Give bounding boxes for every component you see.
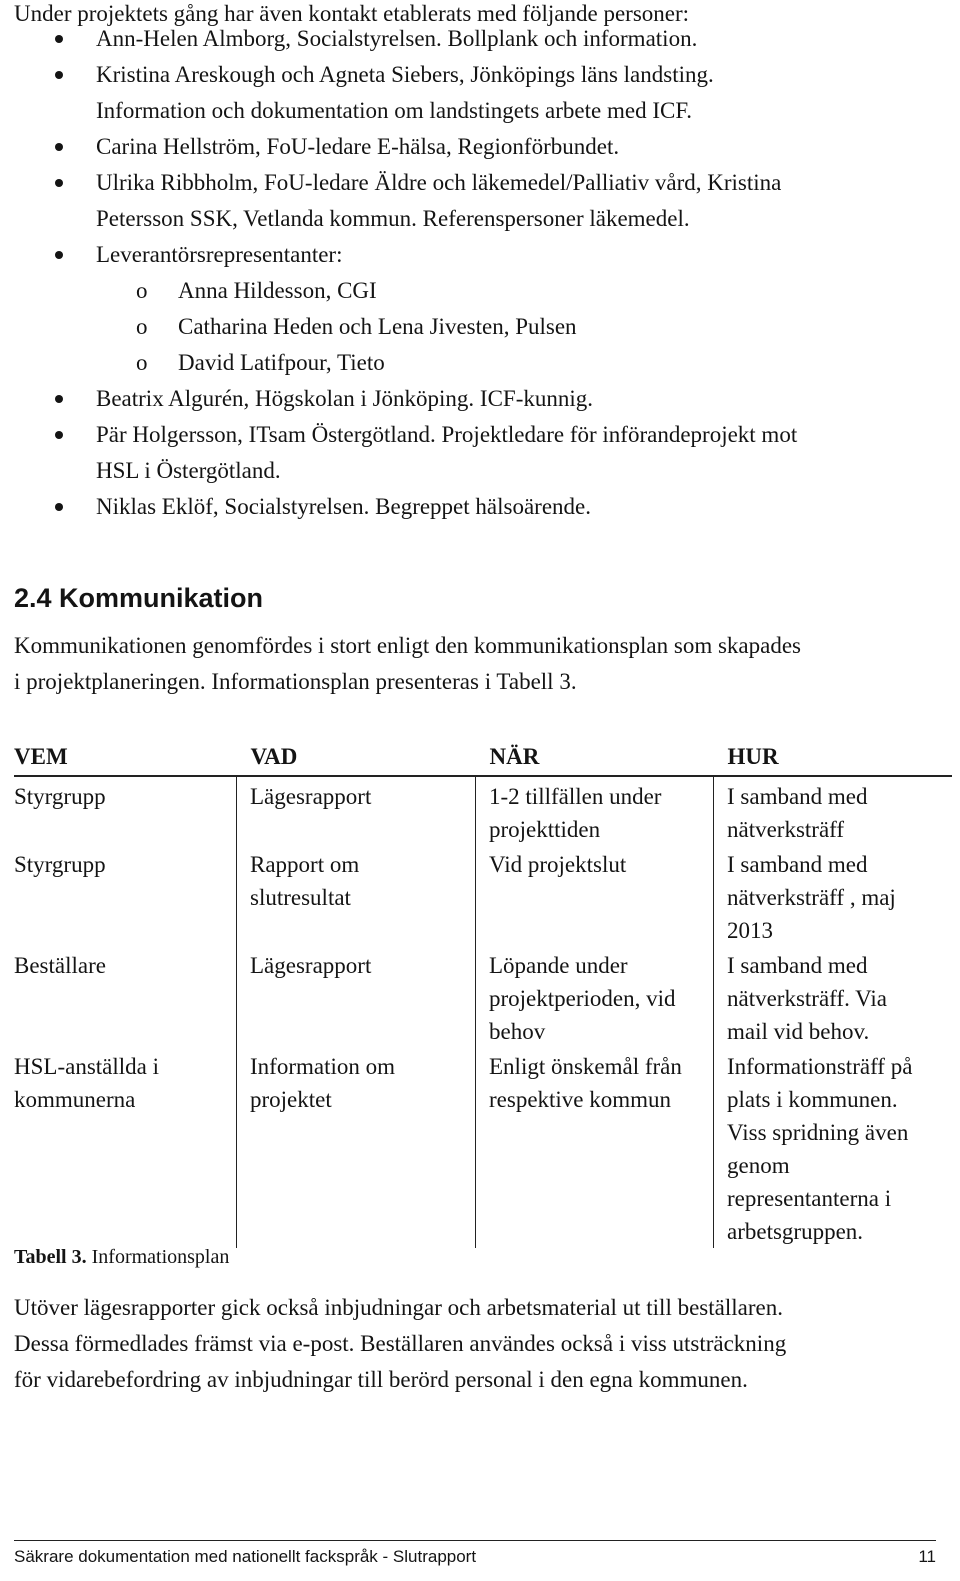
closing-paragraph-line: för vidarebefordring av inbjudningar till berörd personal i den egna kommunen. xyxy=(14,1367,748,1392)
contact-text: Kristina Areskough och Agneta Siebers, Jönköpings läns landsting. xyxy=(96,62,714,87)
footer-title: Säkrare dokumentation med nationellt fackspråk - Slutrapport xyxy=(14,1547,477,1566)
cell-vem: Beställare xyxy=(14,953,106,978)
list-item xyxy=(0,57,960,129)
list-item xyxy=(0,237,960,381)
section-heading: 2.4 Kommunikation xyxy=(14,583,264,613)
contact-text: Niklas Eklöf, Socialstyrelsen. Begreppet hälsoärende. xyxy=(96,494,591,519)
section-paragraph-line: Kommunikationen genomfördes i stort enligt den kommunikationsplan som skapades xyxy=(14,633,801,658)
closing-paragraph-line: Utöver lägesrapporter gick också inbjudningar och arbetsmaterial ut till beställaren. xyxy=(14,1295,783,1320)
cell-vad: Information om projektet xyxy=(237,1050,476,1248)
cell-vad: Lägesrapport xyxy=(237,949,476,1050)
cell-hur: I samband med nätverksträff xyxy=(714,776,953,848)
cell-nar: 1-2 tillfällen under projekttiden xyxy=(476,776,714,848)
contact-text: Pär Holgersson, ITsam Östergötland. Projektledare för införandeprojekt mot xyxy=(96,422,798,447)
list-item xyxy=(0,165,960,237)
suppliers-label: Leverantörsrepresentanter: xyxy=(96,242,343,267)
cell-vem: Styrgrupp xyxy=(14,852,106,877)
section-paragraph-line: i projektplaneringen. Informationsplan presenteras i Tabell 3. xyxy=(14,669,577,694)
cell-nar: Vid projektslut xyxy=(476,848,714,949)
column-header-nar: NÄR xyxy=(476,738,714,776)
table-row xyxy=(14,949,952,1050)
table-header-row xyxy=(14,738,952,776)
cell-vem: Styrgrupp xyxy=(14,784,106,809)
list-item xyxy=(0,381,960,417)
cell-hur: I samband med nätverksträff. Via mail vid behov. xyxy=(714,949,953,1050)
contact-text: Beatrix Algurén, Högskolan i Jönköping. ICF-kunnig. xyxy=(96,386,594,411)
cell-nar: Enligt önskemål från respektive kommun xyxy=(476,1050,714,1248)
sub-list-item: o Anna Hildesson, CGI xyxy=(96,273,960,309)
cell-hur: I samband med nätverksträff , maj 2013 xyxy=(714,848,953,949)
information-plan-table xyxy=(14,738,952,1248)
closing-paragraph-line: Dessa förmedlades främst via e-post. Beställaren användes också i viss utsträckning xyxy=(14,1331,787,1356)
table-row xyxy=(14,848,952,949)
column-header-vad: VAD xyxy=(237,738,476,776)
page-number: 11 xyxy=(918,1547,936,1566)
table-row xyxy=(14,1050,952,1248)
list-item xyxy=(0,21,960,57)
column-header-hur: HUR xyxy=(714,738,953,776)
contact-list xyxy=(0,21,960,525)
contact-text: Ann-Helen Almborg, Socialstyrelsen. Bollplank och information. xyxy=(96,26,698,51)
cell-hur: Informationsträff på plats i kommunen. Viss spridning även genom representanterna i arbetsgruppen. xyxy=(714,1050,953,1248)
contact-text-cont: Petersson SSK, Vetlanda kommun. Referenspersoner läkemedel. xyxy=(96,206,690,231)
intro-text: Under projektets gång har även kontakt etablerats med följande personer: xyxy=(14,1,690,26)
list-item xyxy=(0,489,960,525)
list-item xyxy=(0,417,960,489)
contact-text: Carina Hellström, FoU-ledare E-hälsa, Regionförbundet. xyxy=(96,134,620,159)
sub-list-item: o David Latifpour, Tieto xyxy=(96,345,960,381)
table-row xyxy=(14,776,952,848)
caption-text: Informationsplan xyxy=(86,1246,230,1268)
column-header-vem: VEM xyxy=(14,738,237,776)
page-footer xyxy=(14,1540,936,1569)
cell-vad: Rapport om slutresultat xyxy=(237,848,476,949)
cell-nar: Löpande under projektperioden, vid behov xyxy=(476,949,714,1050)
contact-text-cont: Information och dokumentation om landstingets arbete med ICF. xyxy=(96,98,693,123)
list-item xyxy=(0,129,960,165)
cell-vem: HSL-anställda i kommunerna xyxy=(14,1054,159,1112)
contact-text: Ulrika Ribbholm, FoU-ledare Äldre och läkemedel/Palliativ vård, Kristina xyxy=(96,170,782,195)
supplier-list xyxy=(96,273,960,381)
table-caption xyxy=(14,1244,229,1270)
cell-vad: Lägesrapport xyxy=(237,776,476,848)
caption-label: Tabell 3. xyxy=(14,1246,87,1268)
sub-list-item: o Catharina Heden och Lena Jivesten, Pulsen xyxy=(96,309,960,345)
contact-text-cont: HSL i Östergötland. xyxy=(96,458,281,483)
